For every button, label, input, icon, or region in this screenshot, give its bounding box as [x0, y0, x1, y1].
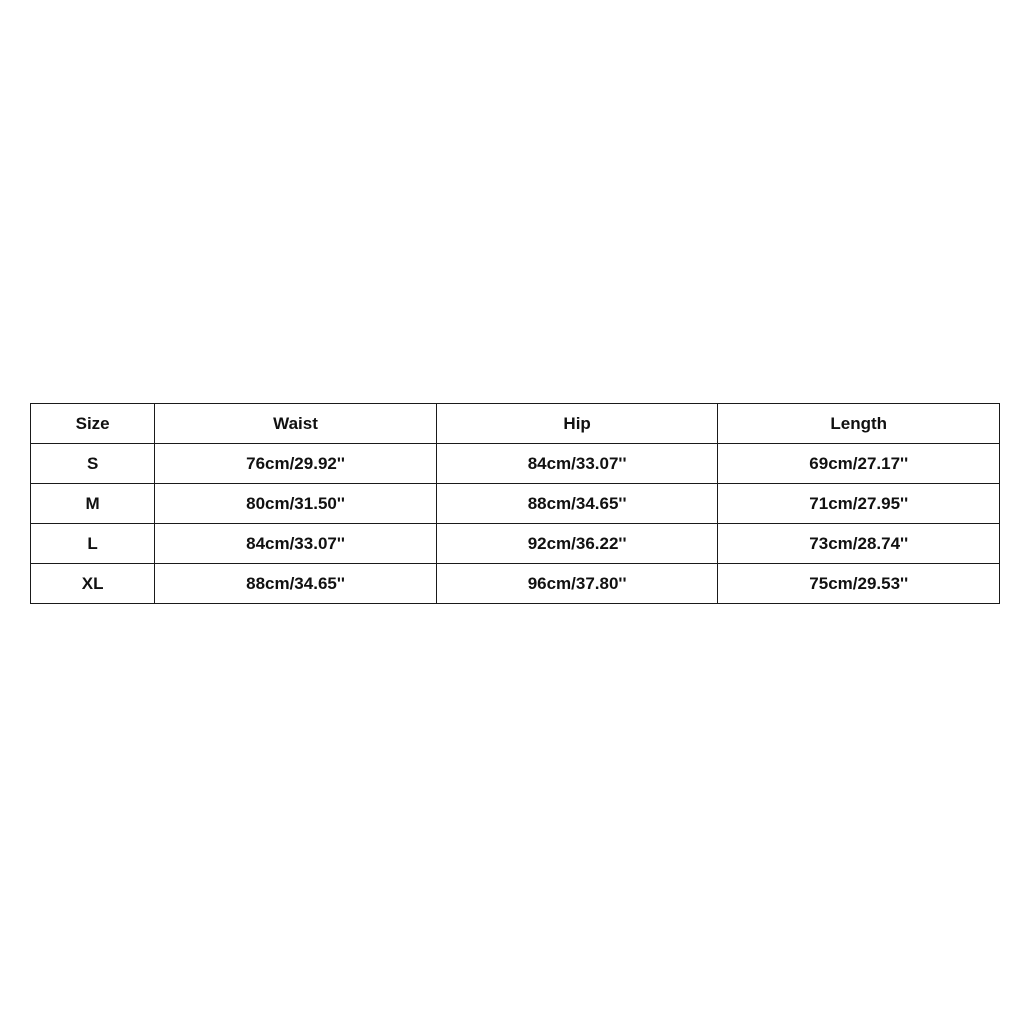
table-header-row [31, 404, 1000, 444]
header-hip: Hip [436, 404, 718, 444]
hip-cell: 92cm/36.22'' [436, 524, 718, 564]
waist-cell: 80cm/31.50'' [155, 484, 437, 524]
header-size: Size [31, 404, 155, 444]
header-waist: Waist [155, 404, 437, 444]
length-cell: 75cm/29.53'' [718, 564, 1000, 604]
waist-cell: 76cm/29.92'' [155, 444, 437, 484]
header-length: Length [718, 404, 1000, 444]
hip-cell: 84cm/33.07'' [436, 444, 718, 484]
size-cell: S [31, 444, 155, 484]
length-cell: 71cm/27.95'' [718, 484, 1000, 524]
length-cell: 69cm/27.17'' [718, 444, 1000, 484]
table-row [31, 444, 1000, 484]
waist-cell: 84cm/33.07'' [155, 524, 437, 564]
size-cell: M [31, 484, 155, 524]
size-chart-table [30, 403, 1000, 604]
table-row [31, 564, 1000, 604]
table-row [31, 484, 1000, 524]
size-cell: L [31, 524, 155, 564]
waist-cell: 88cm/34.65'' [155, 564, 437, 604]
hip-cell: 96cm/37.80'' [436, 564, 718, 604]
length-cell: 73cm/28.74'' [718, 524, 1000, 564]
hip-cell: 88cm/34.65'' [436, 484, 718, 524]
size-cell: XL [31, 564, 155, 604]
table-row [31, 524, 1000, 564]
